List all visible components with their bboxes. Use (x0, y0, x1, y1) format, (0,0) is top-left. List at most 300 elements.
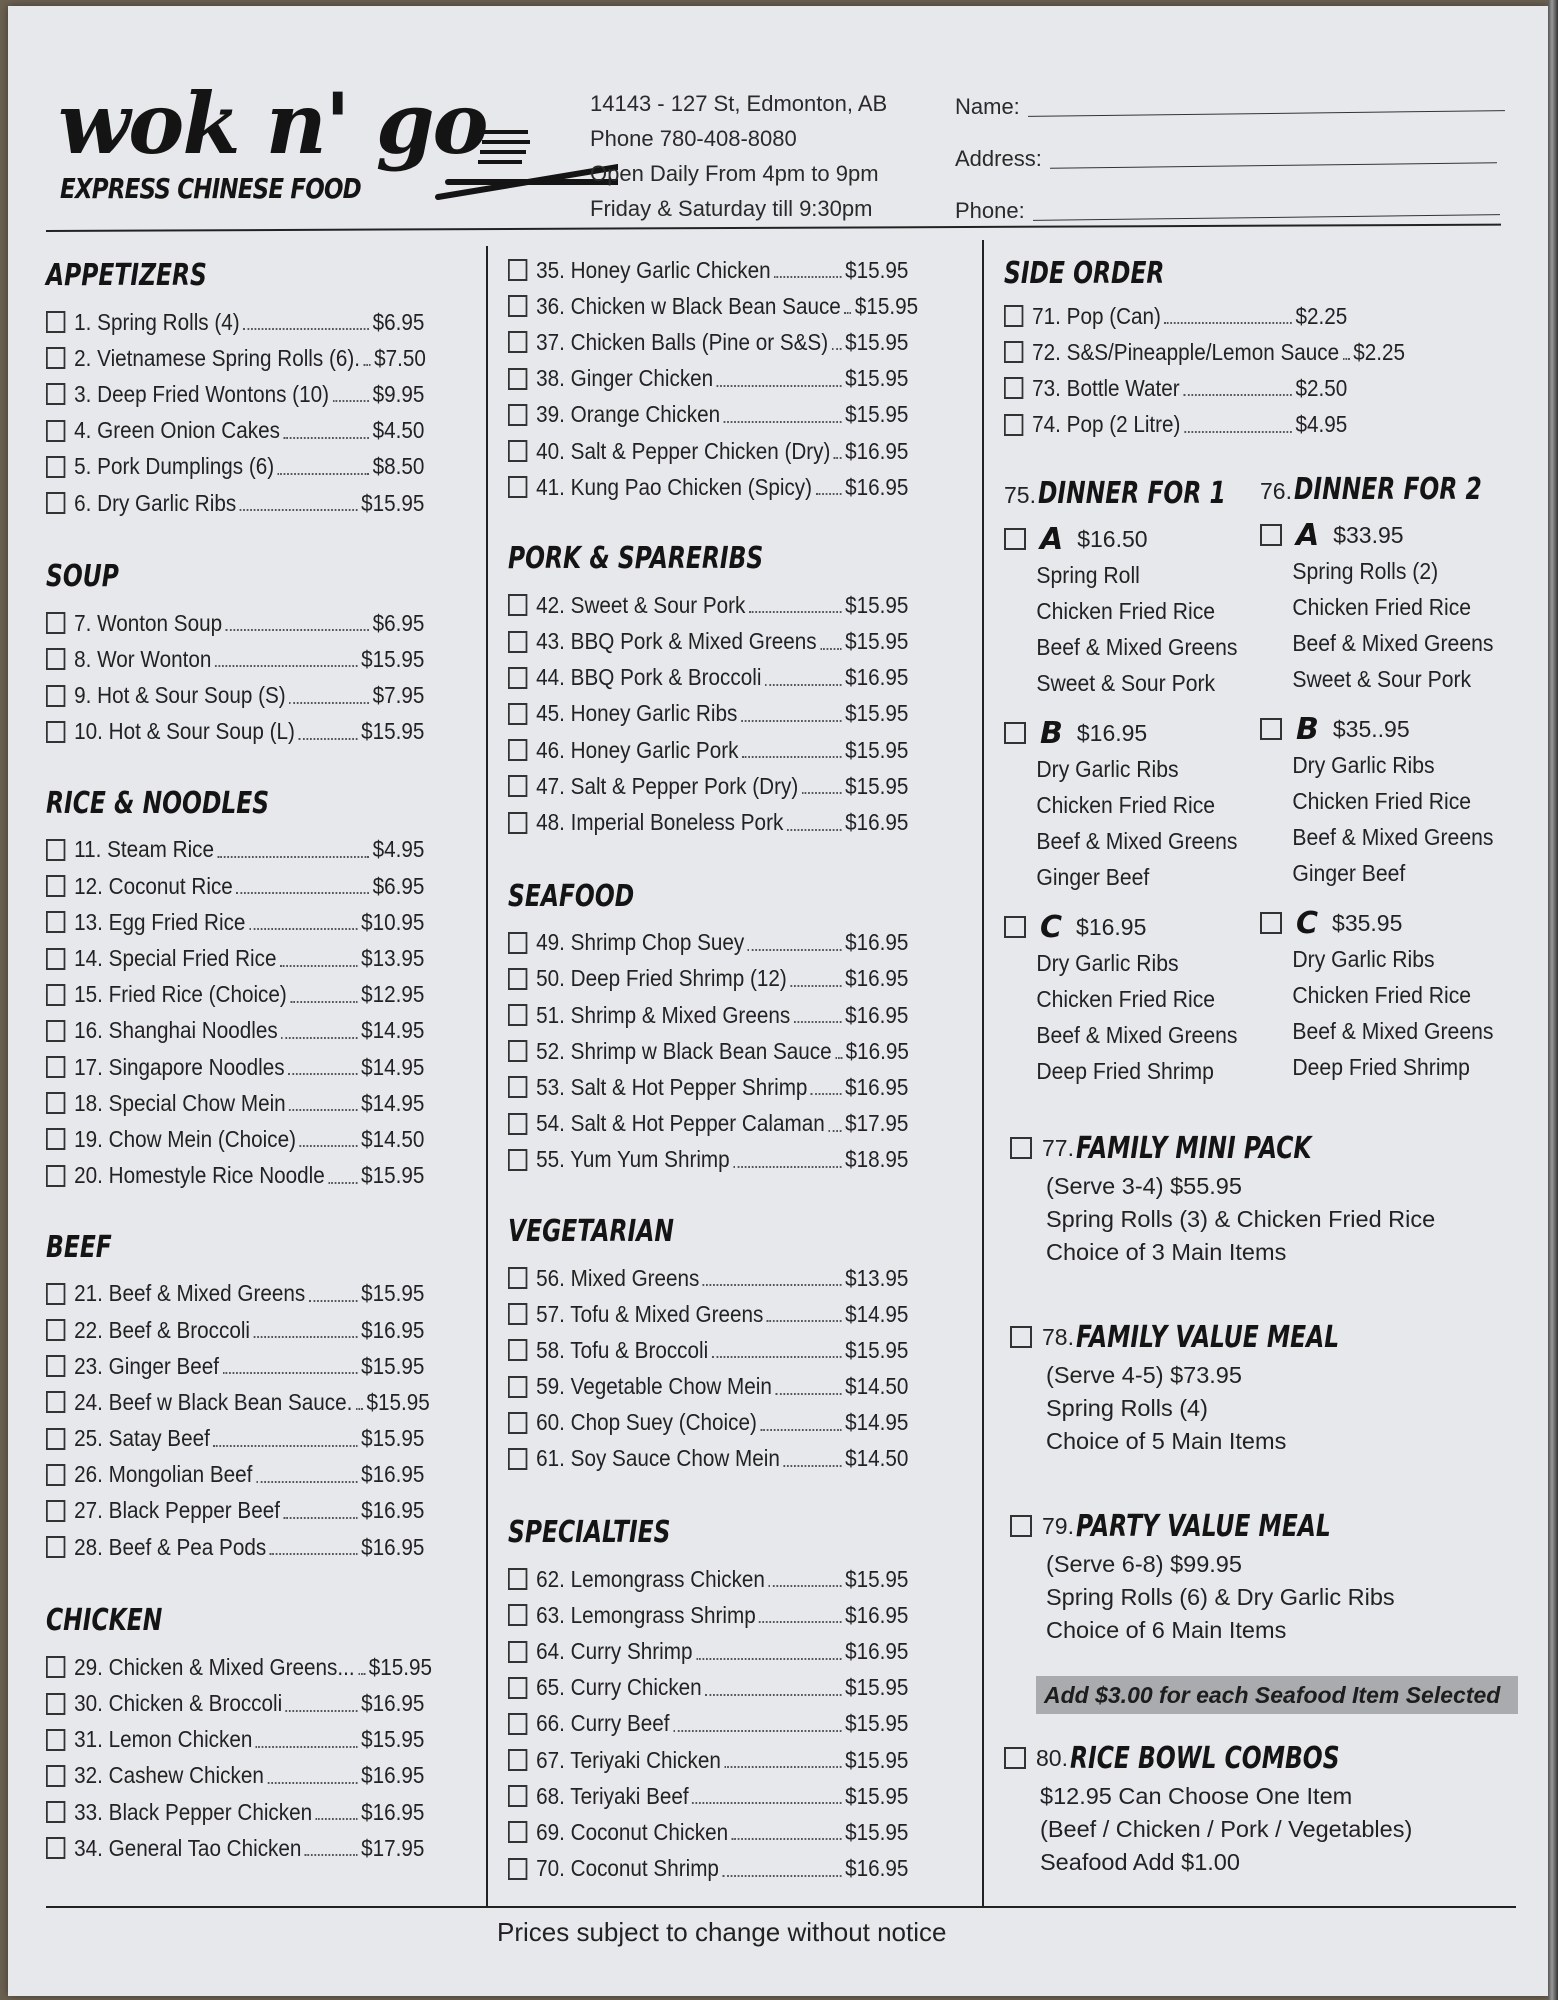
checkbox[interactable] (508, 1303, 527, 1325)
family-meal[interactable] (1010, 1315, 1510, 1458)
family-meal-detail: Spring Rolls (3) & Chicken Fried Rice (1046, 1206, 1436, 1232)
item-name: 45. Honey Garlic Ribs (536, 700, 738, 727)
item-number: 75. (1004, 482, 1036, 508)
checkbox[interactable] (1260, 912, 1282, 934)
item-name: 71. Pop (Can) (1032, 302, 1161, 329)
item-name: 52. Shrimp w Black Bean Sauce (536, 1037, 832, 1064)
address-field[interactable] (1050, 162, 1497, 168)
menu-item[interactable] (508, 732, 963, 768)
checkbox[interactable] (46, 1500, 65, 1522)
menu-item[interactable] (508, 1814, 963, 1850)
checkbox[interactable] (46, 875, 65, 897)
item-price: $4.95 (372, 836, 425, 863)
phone-field[interactable] (1033, 214, 1500, 221)
dot-leader (717, 385, 842, 387)
menu-item[interactable] (46, 1758, 476, 1794)
family-meal[interactable] (1010, 1126, 1510, 1269)
option-item: Dry Garlic Ribs (1292, 946, 1435, 972)
checkbox[interactable] (46, 1656, 65, 1678)
dot-leader (783, 1465, 841, 1467)
item-price: $14.50 (845, 1445, 909, 1472)
checkbox[interactable] (1260, 718, 1282, 740)
item-name: 50. Deep Fried Shrimp (12) (536, 965, 787, 992)
menu-item[interactable] (46, 1312, 476, 1348)
checkbox[interactable] (46, 1391, 65, 1413)
menu-item[interactable] (46, 1529, 476, 1565)
checkbox[interactable] (46, 1765, 65, 1787)
option-item: Chicken Fried Rice (1036, 986, 1216, 1012)
item-price: $7.50 (374, 344, 426, 371)
menu-item-row (46, 945, 424, 972)
section-title: BEEF (46, 1229, 112, 1265)
menu-item[interactable] (46, 1830, 476, 1866)
menu-section (508, 1513, 963, 1887)
checkbox[interactable] (508, 1749, 527, 1771)
item-price: $4.95 (1295, 411, 1348, 438)
item-price: $16.95 (845, 473, 909, 500)
dot-leader (742, 756, 842, 758)
checkbox[interactable] (508, 594, 527, 616)
dot-leader (844, 312, 851, 314)
menu-item[interactable] (508, 1597, 963, 1633)
option-header[interactable] (1004, 715, 1254, 751)
menu-item[interactable] (1004, 334, 1405, 370)
checkbox[interactable] (46, 456, 65, 478)
checkbox[interactable] (1004, 341, 1023, 363)
menu-item[interactable] (508, 660, 963, 696)
checkbox[interactable] (1004, 528, 1026, 550)
menu-item[interactable] (46, 1649, 476, 1685)
option-price: $16.50 (1077, 525, 1148, 552)
checkbox[interactable] (508, 968, 527, 990)
checkbox[interactable] (508, 1376, 527, 1398)
item-price: $15.95 (845, 1336, 909, 1363)
name-field[interactable] (1028, 110, 1505, 117)
dot-leader (332, 400, 369, 402)
checkbox[interactable] (508, 1785, 527, 1807)
menu-section (46, 256, 476, 521)
checkbox[interactable] (508, 1858, 527, 1880)
checkbox[interactable] (508, 295, 527, 317)
dot-leader (223, 1372, 358, 1374)
menu-item[interactable] (46, 1722, 476, 1758)
menu-item[interactable] (46, 714, 476, 750)
menu-item[interactable] (508, 433, 963, 469)
checkbox[interactable] (508, 331, 527, 353)
menu-item-row (508, 293, 918, 320)
checkbox[interactable] (508, 1713, 527, 1735)
menu-item[interactable] (46, 1013, 476, 1049)
item-name: 63. Lemongrass Shrimp (536, 1601, 756, 1628)
dot-leader (722, 1875, 841, 1877)
menu-item-row (508, 1038, 909, 1065)
checkbox[interactable] (46, 612, 65, 634)
checkbox[interactable] (508, 1604, 527, 1626)
menu-item-row (1004, 338, 1405, 366)
item-price: $16.95 (845, 437, 909, 464)
checkbox[interactable] (508, 1339, 527, 1361)
option-item: Spring Roll (1036, 562, 1140, 588)
checkbox[interactable] (46, 1355, 65, 1377)
menu-item[interactable] (1004, 298, 1394, 334)
checkbox[interactable] (508, 1821, 527, 1843)
menu-item-row (508, 773, 908, 800)
menu-item[interactable] (508, 288, 963, 324)
option-item: Ginger Beef (1292, 860, 1406, 886)
item-price: $16.95 (845, 1001, 909, 1028)
option-item: Deep Fried Shrimp (1292, 1054, 1470, 1080)
item-price: $15.95 (361, 1425, 425, 1452)
menu-item[interactable] (508, 1369, 963, 1405)
dot-leader (300, 1145, 358, 1147)
checkbox[interactable] (46, 984, 65, 1006)
menu-item[interactable] (46, 977, 476, 1013)
dot-leader (1164, 322, 1291, 324)
option-header[interactable] (1260, 905, 1530, 941)
dot-leader (732, 1838, 842, 1840)
menu-item[interactable] (46, 449, 476, 485)
option-item: Dry Garlic Ribs (1036, 950, 1179, 976)
menu-item[interactable] (508, 1441, 963, 1477)
menu-item[interactable] (46, 904, 476, 940)
menu-item[interactable] (508, 961, 963, 997)
checkbox[interactable] (508, 703, 527, 725)
dot-leader (759, 1621, 841, 1623)
dot-leader (249, 928, 358, 930)
menu-item[interactable] (508, 1069, 963, 1105)
menu-item[interactable] (508, 1706, 963, 1742)
checkbox[interactable] (508, 739, 527, 761)
menu-item[interactable] (508, 997, 963, 1033)
item-price: $15.95 (361, 1352, 425, 1379)
dinner-option (1004, 521, 1254, 701)
option-item: Sweet & Sour Pork (1036, 670, 1216, 696)
option-header[interactable] (1004, 521, 1254, 557)
menu-item[interactable] (46, 1421, 476, 1457)
dot-leader (1184, 431, 1292, 433)
checkbox[interactable] (508, 775, 527, 797)
menu-item[interactable] (508, 1561, 963, 1597)
menu-item[interactable] (508, 324, 963, 360)
menu-item[interactable] (46, 376, 476, 412)
dot-leader (290, 1001, 357, 1003)
item-price: $14.95 (845, 1300, 909, 1327)
item-name: 53. Salt & Hot Pepper Shrimp (536, 1073, 808, 1100)
item-price: $15.95 (845, 365, 909, 392)
menu-item[interactable] (46, 1457, 476, 1493)
checkbox[interactable] (508, 1677, 527, 1699)
item-name: 7. Wonton Soup (74, 609, 223, 636)
item-name: 62. Lemongrass Chicken (536, 1565, 765, 1592)
option-item: Chicken Fried Rice (1292, 982, 1472, 1008)
dinner-option (1260, 517, 1530, 697)
address-text: 14143 - 127 St, Edmonton, AB (590, 91, 888, 116)
option-header[interactable] (1260, 517, 1530, 553)
checkbox[interactable] (46, 1128, 65, 1150)
checkbox[interactable] (46, 1020, 65, 1042)
menu-item[interactable] (508, 1405, 963, 1441)
option-header[interactable] (1260, 711, 1530, 747)
menu-item-row (46, 417, 424, 444)
checkbox[interactable] (46, 1464, 65, 1486)
checkbox[interactable] (46, 1319, 65, 1341)
menu-item[interactable] (46, 1276, 476, 1312)
dot-leader (696, 1658, 842, 1660)
item-number: 80. (1036, 1744, 1068, 1771)
checkbox[interactable] (46, 1837, 65, 1859)
item-price: $16.95 (361, 1798, 425, 1825)
section-title: VEGETARIAN (508, 1213, 674, 1249)
menu-item[interactable] (508, 1106, 963, 1142)
checkbox[interactable] (46, 1283, 65, 1305)
menu-item[interactable] (1004, 370, 1394, 406)
checkbox[interactable] (46, 492, 65, 514)
item-name: 33. Black Pepper Chicken (74, 1798, 313, 1825)
menu-item[interactable] (46, 678, 476, 714)
family-meals (1010, 1126, 1510, 1647)
menu-item-row (46, 1654, 432, 1681)
item-price: $15.95 (361, 489, 425, 516)
item-name: 6. Dry Garlic Ribs (74, 489, 237, 516)
menu-item[interactable] (46, 304, 476, 340)
checkbox[interactable] (1010, 1515, 1032, 1537)
item-name: 17. Singapore Noodles (74, 1053, 285, 1080)
checkbox[interactable] (508, 440, 527, 462)
checkbox[interactable] (1004, 1747, 1026, 1769)
item-price: $15.95 (845, 256, 909, 283)
menu-item[interactable] (508, 1670, 963, 1706)
item-price: $16.95 (845, 1601, 909, 1628)
family-meal-title[interactable] (1010, 1315, 1510, 1359)
checkbox[interactable] (508, 1412, 527, 1434)
checkbox[interactable] (46, 685, 65, 707)
menu-item[interactable] (508, 361, 963, 397)
menu-item-row (46, 1353, 424, 1380)
menu-item[interactable] (46, 1085, 476, 1121)
item-number: 78. (1042, 1323, 1074, 1350)
checkbox[interactable] (508, 1076, 527, 1098)
restaurant-info (590, 86, 887, 226)
menu-item[interactable] (46, 1348, 476, 1384)
item-price: $14.95 (361, 1089, 425, 1116)
checkbox[interactable] (1004, 414, 1023, 436)
item-price: $16.95 (845, 965, 909, 992)
item-price: $16.95 (845, 664, 909, 691)
item-price: $6.95 (372, 872, 425, 899)
menu-section (508, 1212, 963, 1477)
rice-bowl-detail: $12.95 Can Choose One Item (1040, 1783, 1353, 1809)
family-meal-detail: Spring Rolls (4) (1046, 1395, 1208, 1421)
option-item: Deep Fried Shrimp (1036, 1058, 1214, 1084)
item-name: 70. Coconut Shrimp (536, 1855, 719, 1882)
option-price: $33.95 (1333, 521, 1404, 548)
checkbox[interactable] (508, 631, 527, 653)
menu-item-row (508, 257, 908, 284)
checkbox[interactable] (508, 1040, 527, 1062)
item-price: $16.95 (845, 929, 909, 956)
option-item: Chicken Fried Rice (1036, 792, 1216, 818)
menu-item[interactable] (508, 768, 963, 804)
menu-item[interactable] (508, 1142, 963, 1178)
dot-leader (305, 1854, 358, 1856)
checkbox[interactable] (46, 1092, 65, 1114)
menu-item-row (508, 474, 908, 501)
option-header[interactable] (1004, 909, 1254, 945)
checkbox[interactable] (508, 404, 527, 426)
menu-column-2 (508, 252, 963, 1887)
checkbox[interactable] (46, 1801, 65, 1823)
checkbox[interactable] (508, 1448, 527, 1470)
menu-item[interactable] (46, 1384, 476, 1420)
menu-item[interactable] (508, 624, 963, 660)
menu-item[interactable] (508, 1260, 963, 1296)
checkbox[interactable] (508, 1004, 527, 1026)
checkbox[interactable] (508, 259, 527, 281)
checkbox[interactable] (508, 1113, 527, 1135)
item-name: 74. Pop (2 Litre) (1032, 411, 1181, 438)
checkbox[interactable] (1004, 305, 1023, 327)
menu-item[interactable] (508, 1851, 963, 1887)
menu-item[interactable] (508, 252, 963, 288)
checkbox[interactable] (46, 721, 65, 743)
item-name: 73. Bottle Water (1032, 374, 1180, 401)
menu-item[interactable] (46, 1685, 476, 1721)
menu-item[interactable] (508, 1633, 963, 1669)
family-meal-title[interactable] (1010, 1126, 1510, 1170)
menu-item[interactable] (1004, 407, 1394, 443)
menu-item[interactable] (46, 1493, 476, 1529)
dot-leader (236, 892, 369, 894)
dot-leader (673, 1730, 842, 1732)
item-name: 56. Mixed Greens (536, 1264, 700, 1291)
checkbox[interactable] (46, 1729, 65, 1751)
menu-item[interactable] (508, 804, 963, 840)
checkbox[interactable] (46, 1536, 65, 1558)
family-meal[interactable] (1010, 1504, 1510, 1647)
menu-item[interactable] (46, 1158, 476, 1194)
menu-item[interactable] (46, 1121, 476, 1157)
checkbox[interactable] (508, 667, 527, 689)
menu-item-row (46, 1762, 424, 1789)
checkbox[interactable] (1004, 377, 1023, 399)
menu-item[interactable] (508, 1033, 963, 1069)
item-price: $9.95 (372, 380, 425, 407)
item-price: $15.95 (845, 1746, 909, 1773)
menu-item[interactable] (46, 940, 476, 976)
menu-item-row (508, 1445, 908, 1472)
menu-item[interactable] (46, 485, 476, 521)
menu-item[interactable] (508, 1296, 963, 1332)
item-price: $7.95 (372, 682, 425, 709)
menu-item[interactable] (46, 340, 476, 376)
checkbox[interactable] (508, 1267, 527, 1289)
menu-item[interactable] (508, 397, 963, 433)
checkbox[interactable] (1010, 1326, 1032, 1348)
dot-leader (316, 1818, 358, 1820)
menu-item[interactable] (508, 1332, 963, 1368)
checkbox[interactable] (1004, 916, 1026, 938)
item-name: 29. Chicken & Mixed Greens... (74, 1653, 355, 1680)
item-price: $14.95 (361, 1017, 425, 1044)
dot-leader (286, 1710, 358, 1712)
menu-item[interactable] (508, 1742, 963, 1778)
checkbox[interactable] (46, 948, 65, 970)
dot-leader (811, 1093, 842, 1095)
menu-item[interactable] (508, 469, 963, 505)
checkbox[interactable] (46, 1693, 65, 1715)
menu-item[interactable] (46, 641, 476, 677)
menu-item[interactable] (46, 1049, 476, 1085)
menu-item[interactable] (508, 925, 963, 961)
dot-leader (692, 1802, 841, 1804)
menu-item[interactable] (46, 1794, 476, 1830)
checkbox[interactable] (508, 476, 527, 498)
menu-item-row (46, 909, 424, 936)
checkbox[interactable] (46, 311, 65, 333)
checkbox[interactable] (1010, 1137, 1032, 1159)
checkbox[interactable] (508, 1568, 527, 1590)
weekend-hours-text: Friday & Saturday till 9:30pm (590, 196, 873, 221)
menu-item[interactable] (508, 1778, 963, 1814)
checkbox[interactable] (46, 1165, 65, 1187)
dot-leader (768, 1585, 841, 1587)
side-order-section (1004, 254, 1405, 443)
menu-item[interactable] (508, 696, 963, 732)
menu-item-row (508, 965, 908, 992)
rice-bowl-title[interactable] (1004, 1736, 1504, 1780)
dot-leader (280, 965, 358, 967)
checkbox[interactable] (1260, 524, 1282, 546)
item-price: $15.95 (361, 1726, 425, 1753)
dot-leader (760, 1429, 841, 1431)
checkbox[interactable] (46, 383, 65, 405)
menu-item[interactable] (46, 605, 476, 641)
checkbox[interactable] (508, 812, 527, 834)
checkbox[interactable] (508, 932, 527, 954)
name-label: Name: (955, 94, 1020, 119)
menu-item[interactable] (46, 413, 476, 449)
checkbox[interactable] (46, 648, 65, 670)
checkbox[interactable] (508, 1149, 527, 1171)
menu-item[interactable] (508, 587, 963, 623)
menu-item-row (1004, 375, 1347, 402)
menu-item[interactable] (46, 868, 476, 904)
item-number: 77. (1042, 1134, 1074, 1161)
checkbox[interactable] (1004, 722, 1026, 744)
dinner-option (1260, 711, 1530, 891)
checkbox[interactable] (46, 1428, 65, 1450)
checkbox[interactable] (46, 420, 65, 442)
checkbox[interactable] (46, 347, 65, 369)
checkbox[interactable] (46, 1056, 65, 1078)
dot-leader (356, 1408, 363, 1410)
item-price: $13.95 (845, 1264, 909, 1291)
checkbox[interactable] (46, 839, 65, 861)
item-name: 54. Salt & Hot Pepper Calaman (536, 1110, 825, 1137)
option-letter: B (1040, 715, 1063, 751)
checkbox[interactable] (46, 911, 65, 933)
checkbox[interactable] (508, 1641, 527, 1663)
menu-item-row (46, 873, 424, 900)
menu-item[interactable] (46, 832, 476, 868)
menu-item-row (46, 1835, 424, 1862)
item-price: $2.25 (1295, 302, 1348, 329)
family-meal-detail: (Serve 3-4) $55.95 (1046, 1173, 1242, 1199)
checkbox[interactable] (508, 368, 527, 390)
option-item: Dry Garlic Ribs (1036, 756, 1179, 782)
family-meal-detail: Choice of 5 Main Items (1046, 1428, 1287, 1454)
family-meal-title[interactable] (1010, 1504, 1510, 1548)
